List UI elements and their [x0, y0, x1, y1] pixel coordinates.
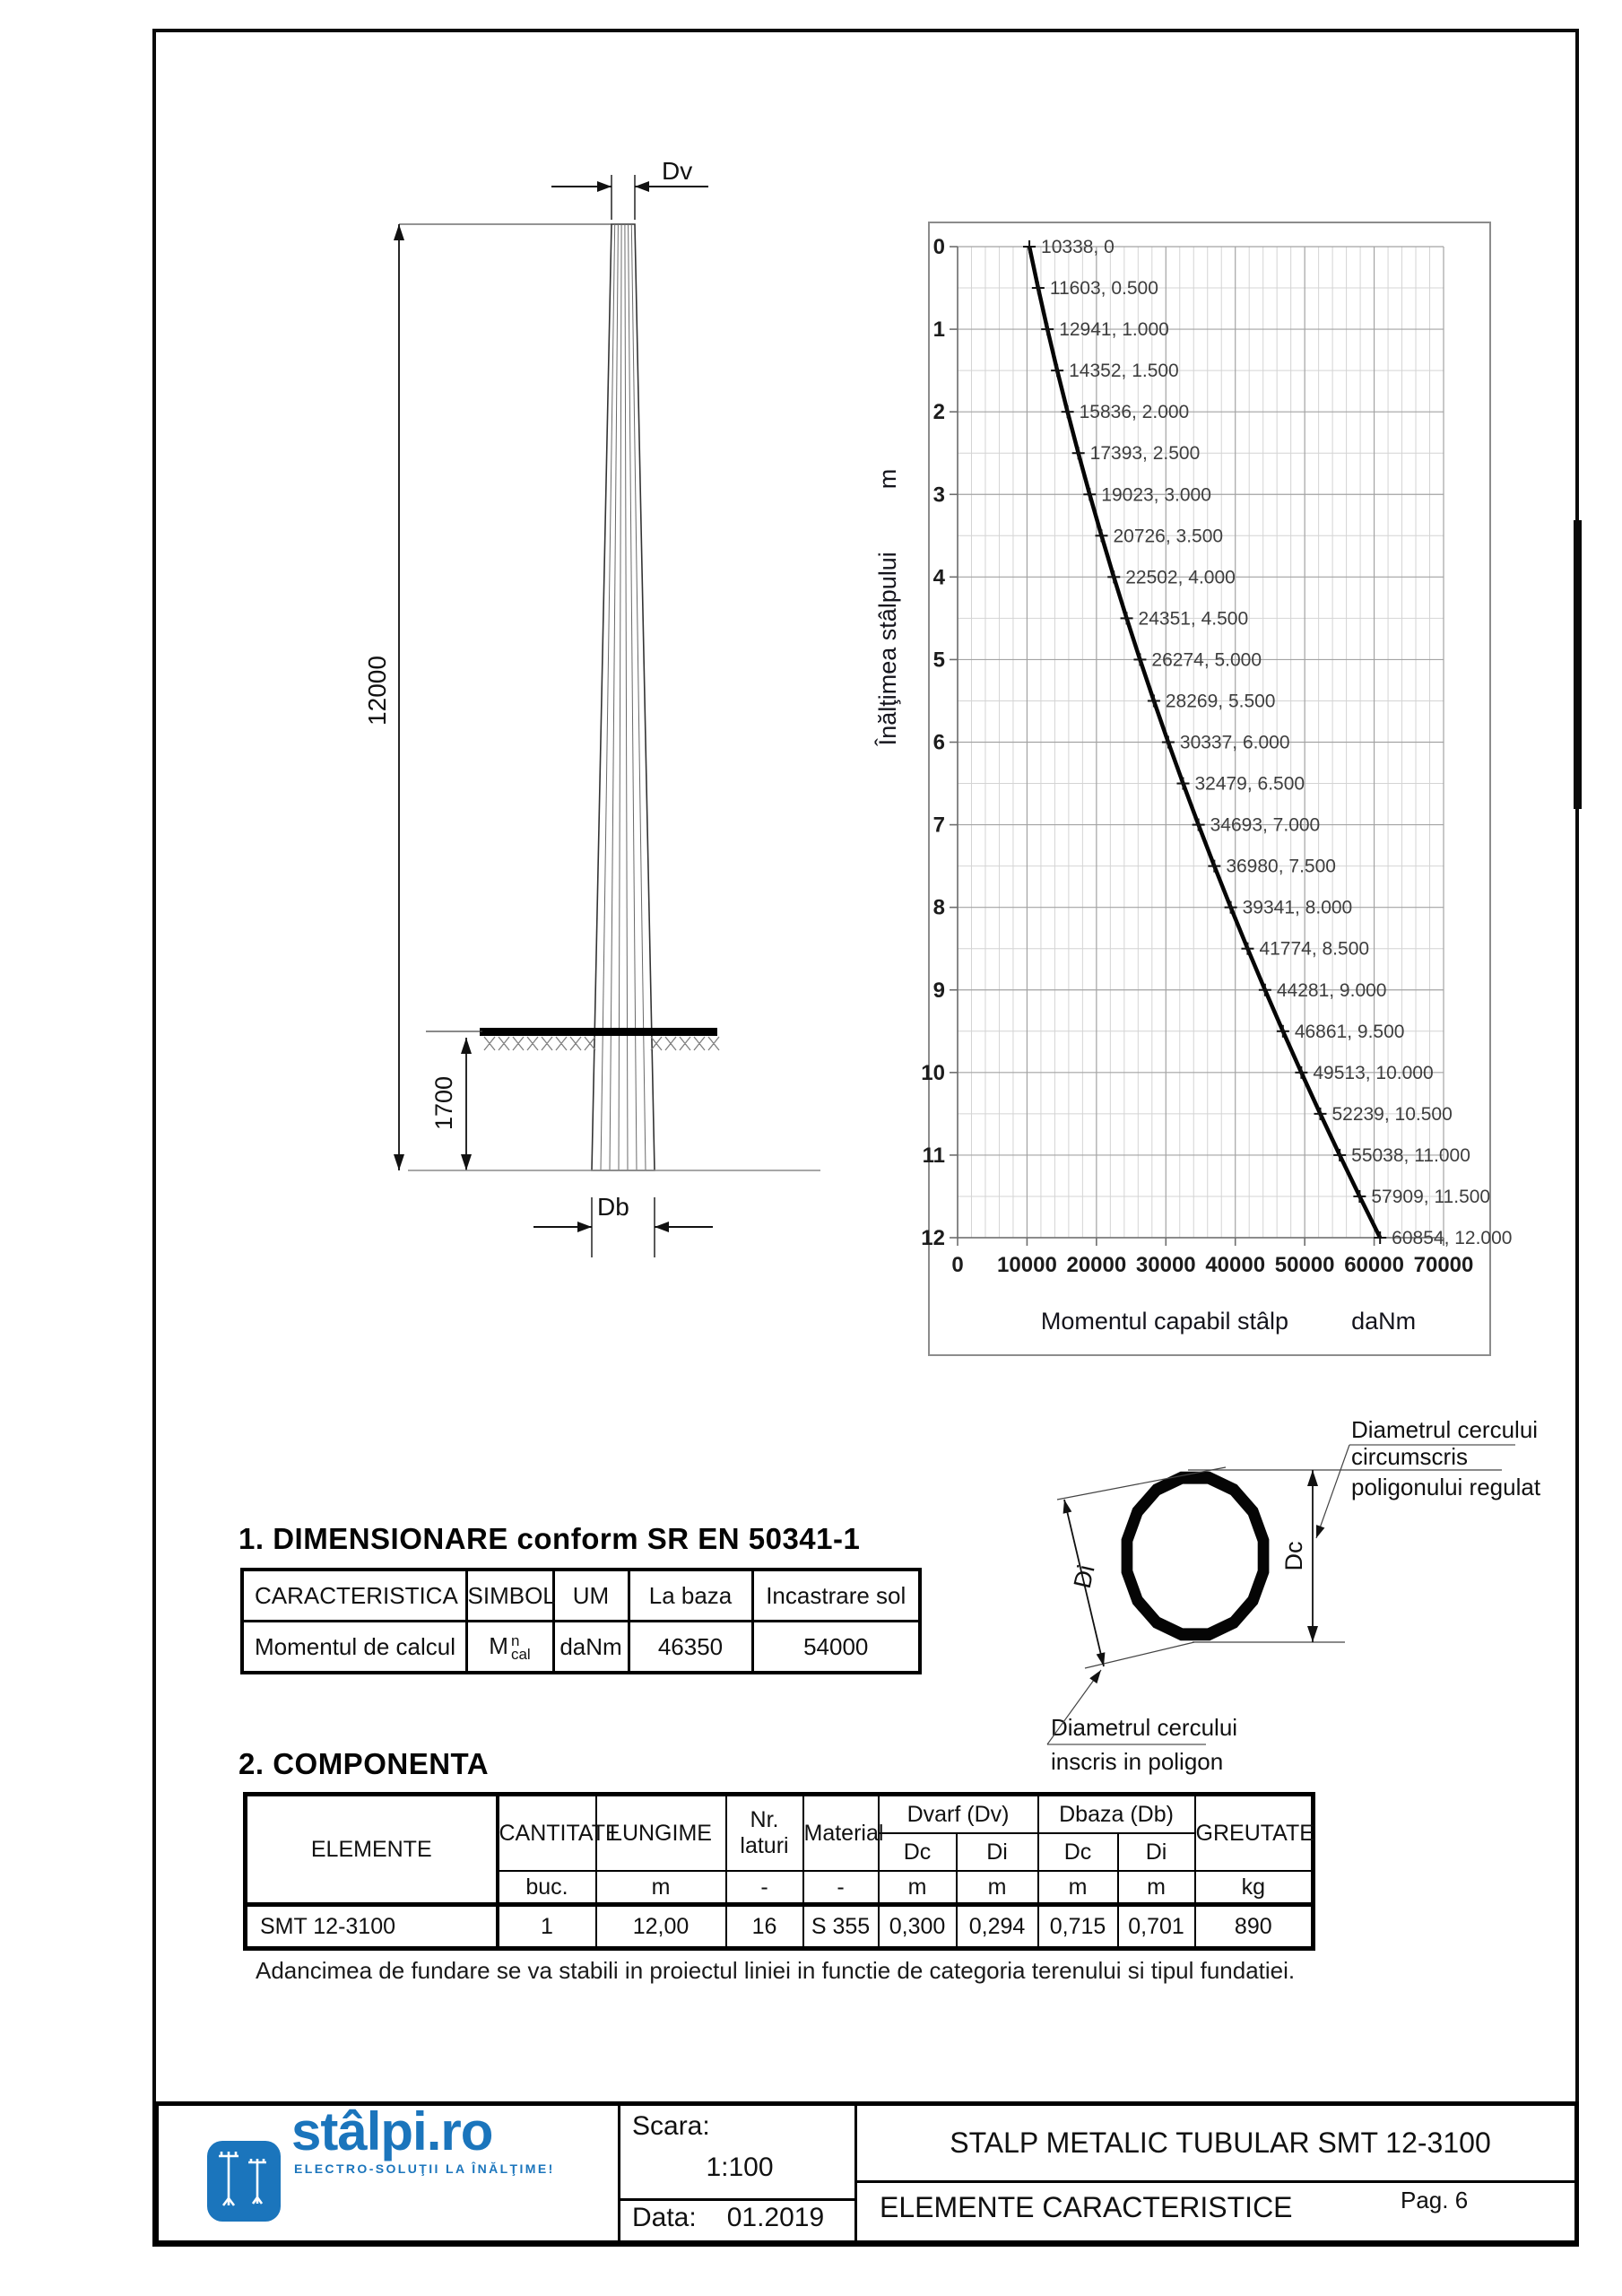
moment-capacity-chart [921, 222, 1513, 1356]
dimensionare-data-row [242, 1622, 920, 1674]
cell-nr-laturi: 16 [726, 1905, 803, 1949]
header-incastrare-sol: Incastrare sol [752, 1570, 920, 1622]
cell-dbaza-dc: 0,715 [1038, 1905, 1118, 1949]
svg-text:17393, 2.500: 17393, 2.500 [1089, 443, 1201, 465]
date-value: 01.2019 [726, 2203, 825, 2232]
callout-circumscris-line3: poligonului regulat [1351, 1474, 1541, 1500]
page-border-thick-segment [1574, 520, 1582, 809]
unit-cantitate: buc. [498, 1871, 596, 1905]
polygon-ring [1122, 1472, 1270, 1640]
svg-text:6: 6 [932, 730, 945, 755]
unit-dbaza-di: m [1118, 1871, 1195, 1905]
unit-material: - [803, 1871, 879, 1905]
svg-text:55038, 11.000: 55038, 11.000 [1351, 1144, 1470, 1166]
cell-moment-um: daNm [553, 1622, 629, 1674]
section2-title: 2. COMPONENTA [239, 1747, 490, 1780]
dimensionare-header-row [242, 1570, 920, 1622]
symbol-sup: n [510, 1632, 520, 1650]
svg-text:7: 7 [932, 813, 945, 838]
stalpi-logo-text: stâlpi.ro [291, 2101, 493, 2161]
symbol-base: M [489, 1631, 508, 1659]
svg-text:20000: 20000 [1066, 1253, 1127, 1277]
dv-arrow-right [635, 181, 649, 192]
stalpi-logo-tagline: ELECTRO-SOLUŢII LA ÎNĂLŢIME! [294, 2161, 555, 2176]
header-simbol: SIMBOL [466, 1570, 553, 1622]
dc-arrow-top [1307, 1470, 1318, 1486]
svg-text:39341, 8.000: 39341, 8.000 [1242, 897, 1353, 918]
svg-text:19023, 3.000: 19023, 3.000 [1101, 484, 1211, 506]
chart-x-axis-title [1031, 1308, 1426, 1335]
callout-circumscris-line1: Diametrul cercului [1351, 1416, 1539, 1443]
componenta-table [243, 1792, 1315, 1951]
header-um: UM [553, 1570, 629, 1622]
svg-text:10: 10 [921, 1060, 945, 1085]
componenta-data-row [246, 1905, 1314, 1949]
unit-dvarf-dc: m [879, 1871, 957, 1905]
header-lungime: LUNGIME [596, 1795, 726, 1872]
callout-inscris-arrow [1089, 1670, 1101, 1683]
header-nr-laturi: Nr. laturi [726, 1795, 803, 1872]
svg-text:4: 4 [932, 565, 945, 590]
footer-divider-scara-data [618, 2198, 857, 2201]
callout-circumscris-line2: circumscris [1351, 1443, 1468, 1470]
foundation-arrow-bottom [461, 1154, 472, 1170]
foundation-note: Adancimea de fundare se va stabili in proiectul liniei in functie de categoria terenului si tipul fundatiei. [256, 1957, 1296, 1984]
cell-greutate: 890 [1195, 1905, 1314, 1949]
svg-text:10338, 0: 10338, 0 [1041, 237, 1115, 257]
unit-greutate: kg [1195, 1871, 1314, 1905]
symbol-sub: cal [510, 1646, 531, 1664]
cell-dbaza-di: 0,701 [1118, 1905, 1195, 1949]
header-greutate: GREUTATE [1195, 1795, 1314, 1872]
di-arrow-top [1063, 1500, 1072, 1514]
svg-text:60000: 60000 [1344, 1253, 1404, 1277]
height-arrow-top [394, 224, 404, 240]
foundation-arrow-top [461, 1038, 472, 1054]
svg-text:36980, 7.500: 36980, 7.500 [1226, 856, 1336, 877]
dc-label: Dc [1280, 1541, 1307, 1571]
svg-text:40000: 40000 [1205, 1253, 1266, 1277]
svg-text:20726, 3.500: 20726, 3.500 [1113, 526, 1224, 547]
svg-text:5: 5 [932, 648, 945, 673]
cell-dvarf-dc: 0,300 [879, 1905, 957, 1949]
header-la-baza: La baza [629, 1570, 752, 1622]
scale-label: Scara: [632, 2111, 710, 2141]
svg-text:10000: 10000 [997, 1253, 1057, 1277]
cell-dvarf-di: 0,294 [957, 1905, 1038, 1949]
svg-text:1: 1 [932, 317, 945, 343]
svg-text:0: 0 [932, 235, 945, 259]
pole-elevation-drawing [332, 99, 834, 1292]
svg-text:57909, 11.500: 57909, 11.500 [1371, 1186, 1491, 1207]
svg-text:60854, 12.000: 60854, 12.000 [1392, 1228, 1513, 1248]
svg-text:12: 12 [921, 1226, 945, 1250]
height-arrow-bottom [394, 1154, 404, 1170]
db-label: Db [597, 1193, 629, 1221]
document-subtitle: ELEMENTE CARACTERISTICE [880, 2191, 1293, 2223]
unit-nr-laturi: - [726, 1871, 803, 1905]
svg-text:70000: 70000 [1413, 1253, 1474, 1277]
date-row [632, 2203, 824, 2233]
subheader-dvarf-dc: Dc [879, 1833, 957, 1871]
header-dvarf: Dvarf (Dv) [879, 1795, 1038, 1834]
ground-line [480, 1028, 717, 1036]
svg-text:8: 8 [932, 895, 945, 920]
svg-text:2: 2 [932, 400, 945, 425]
stalpi-logo-icon [207, 2141, 281, 2222]
callout-circumscris-arrow [1316, 1525, 1324, 1538]
x-axis-unit: daNm [1351, 1308, 1417, 1335]
header-material: Material [803, 1795, 879, 1872]
date-label: Data: [632, 2203, 697, 2232]
subheader-dvarf-di: Di [957, 1833, 1038, 1871]
scale-value: 1:100 [706, 2152, 774, 2182]
svg-text:11603, 0.500: 11603, 0.500 [1049, 278, 1158, 300]
cell-moment-symbol [466, 1622, 553, 1674]
footer-title-block [154, 2101, 1579, 2245]
header-dbaza: Dbaza (Db) [1038, 1795, 1195, 1834]
svg-text:24351, 4.500: 24351, 4.500 [1138, 608, 1249, 630]
foundation-dim-label: 1700 [430, 1075, 457, 1131]
cell-moment-la-baza: 46350 [629, 1622, 752, 1674]
header-caracteristica: CARACTERISTICA [242, 1570, 466, 1622]
svg-text:44281, 9.000: 44281, 9.000 [1276, 979, 1387, 1001]
section1-title: 1. DIMENSIONARE conform SR EN 50341-1 [239, 1522, 861, 1555]
y-axis-label: Înălţimea stâlpului [873, 552, 901, 746]
header-cantitate: CANTITATE [498, 1795, 596, 1872]
cell-moment-name: Momentul de calcul [242, 1622, 466, 1674]
callout-inscris-line2: inscris in poligon [1051, 1748, 1224, 1775]
svg-text:9: 9 [932, 978, 945, 1003]
componenta-header-row1 [246, 1795, 1314, 1834]
svg-text:52239, 10.500: 52239, 10.500 [1331, 1103, 1453, 1125]
x-axis-label: Momentul capabil stâlp [1040, 1308, 1289, 1335]
svg-text:22502, 4.000: 22502, 4.000 [1125, 567, 1236, 588]
page-number: Pag. 6 [1401, 2187, 1469, 2213]
height-dim-label: 12000 [363, 656, 391, 726]
subheader-dbaza-di: Di [1118, 1833, 1195, 1871]
dimensionare-table [240, 1568, 922, 1674]
cell-lungime: 12,00 [596, 1905, 726, 1949]
unit-lungime: m [596, 1871, 726, 1905]
svg-text:30000: 30000 [1135, 1253, 1196, 1277]
document-title: STALP METALIC TUBULAR SMT 12-3100 [950, 2126, 1491, 2159]
svg-text:14352, 1.500: 14352, 1.500 [1069, 361, 1179, 382]
callout-inscris-line1: Diametrul cercului [1051, 1714, 1238, 1741]
chart-y-axis-title [870, 428, 906, 787]
cell-moment-incastrare: 54000 [752, 1622, 920, 1674]
dc-arrow-bottom [1307, 1626, 1318, 1642]
cell-element-name: SMT 12-3100 [246, 1905, 498, 1949]
unit-dbaza-dc: m [1038, 1871, 1118, 1905]
dv-label: Dv [662, 157, 693, 185]
footer-divider-title [854, 2180, 1574, 2183]
svg-text:15836, 2.000: 15836, 2.000 [1079, 402, 1190, 423]
callout-circumscris-leader [1316, 1445, 1349, 1538]
db-arrow-right [655, 1222, 669, 1232]
y-axis-unit: m [873, 468, 901, 490]
svg-text:11: 11 [922, 1143, 945, 1168]
svg-text:50000: 50000 [1274, 1253, 1335, 1277]
polygon-cross-section-diagram [1013, 1395, 1592, 1780]
svg-text:41774, 8.500: 41774, 8.500 [1259, 938, 1370, 960]
footer-divider-v1 [618, 2106, 620, 2240]
unit-dvarf-di: m [957, 1871, 1038, 1905]
svg-text:34693, 7.000: 34693, 7.000 [1210, 814, 1321, 836]
chart-canvas [921, 223, 1513, 1358]
cell-material: S 355 [803, 1905, 879, 1949]
svg-text:3: 3 [932, 483, 945, 508]
svg-text:12941, 1.000: 12941, 1.000 [1059, 319, 1169, 341]
dv-arrow-left [597, 181, 612, 192]
svg-text:49513, 10.000: 49513, 10.000 [1313, 1062, 1434, 1083]
svg-text:30337, 6.000: 30337, 6.000 [1179, 732, 1290, 753]
svg-text:32479, 6.500: 32479, 6.500 [1194, 773, 1305, 795]
db-arrow-left [577, 1222, 592, 1232]
cell-cantitate: 1 [498, 1905, 596, 1949]
svg-text:46861, 9.500: 46861, 9.500 [1294, 1021, 1405, 1042]
header-elemente: ELEMENTE [246, 1795, 498, 1905]
subheader-dbaza-dc: Dc [1038, 1833, 1118, 1871]
svg-text:0: 0 [951, 1253, 964, 1277]
svg-text:28269, 5.500: 28269, 5.500 [1165, 691, 1276, 712]
di-label: Di [1068, 1562, 1100, 1591]
svg-text:26274, 5.000: 26274, 5.000 [1151, 649, 1262, 671]
